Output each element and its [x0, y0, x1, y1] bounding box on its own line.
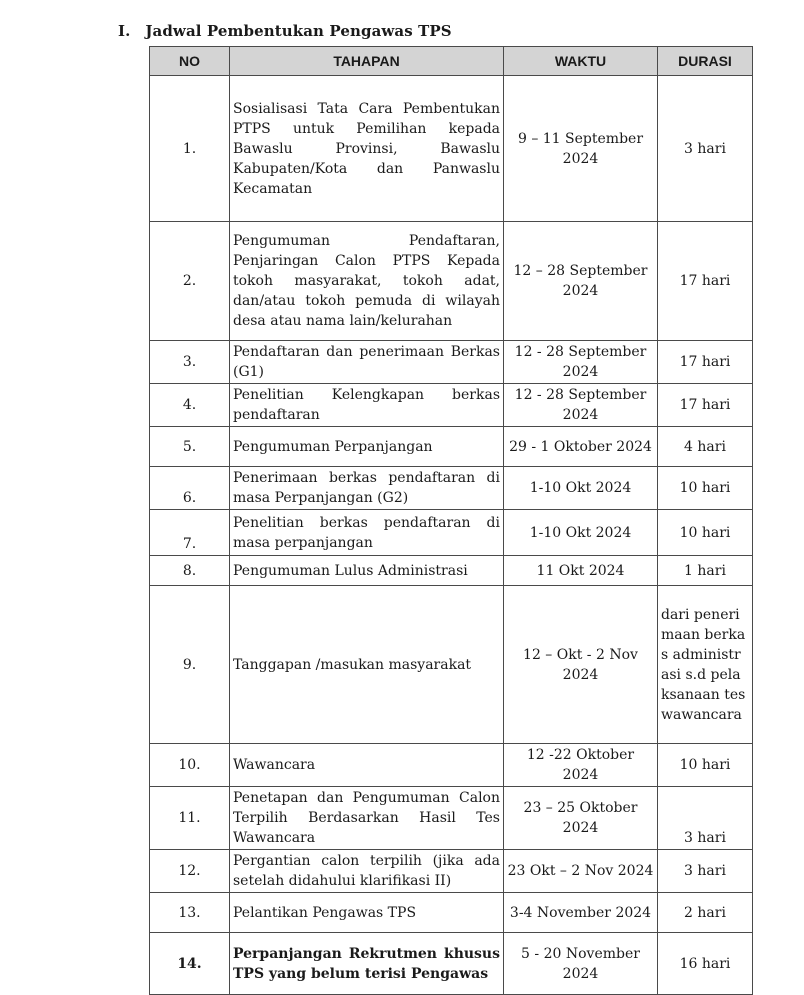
row-number: 9. — [150, 586, 230, 744]
row-tahapan: Pergantian calon terpilih (jika ada setelah didahului klarifikasi II) — [230, 850, 504, 893]
row-waktu: 12 - 28 September 2024 — [504, 341, 658, 384]
row-tahapan: Wawancara — [230, 744, 504, 787]
row-waktu: 23 Okt – 2 Nov 2024 — [504, 850, 658, 893]
row-number: 3. — [150, 341, 230, 384]
row-durasi: dari penerimaan berkas administrasi s.d pelaksanaan tes wawancara — [658, 586, 753, 744]
header-no: NO — [150, 47, 230, 76]
table-row — [150, 744, 753, 787]
header-waktu: WAKTU — [504, 47, 658, 76]
row-tahapan: Penetapan dan Pengumuman Calon Terpilih Berdasarkan Hasil Tes Wawancara — [230, 787, 504, 850]
row-durasi: 17 hari — [658, 384, 753, 427]
table-row — [150, 933, 753, 995]
row-tahapan: Pengumuman Perpanjangan — [230, 427, 504, 467]
row-waktu: 3-4 November 2024 — [504, 893, 658, 933]
row-number: 14. — [150, 933, 230, 995]
row-durasi: 3 hari — [658, 787, 753, 850]
table-row — [150, 586, 753, 744]
table-row — [150, 76, 753, 222]
row-durasi: 3 hari — [658, 76, 753, 222]
table-row — [150, 556, 753, 586]
table-header-row — [150, 47, 753, 76]
row-number: 12. — [150, 850, 230, 893]
row-number: 8. — [150, 556, 230, 586]
section-number: I. — [118, 22, 131, 40]
row-waktu: 1-10 Okt 2024 — [504, 467, 658, 510]
row-tahapan: Pelantikan Pengawas TPS — [230, 893, 504, 933]
row-number: 10. — [150, 744, 230, 787]
row-tahapan: Penerimaan berkas pendaftaran di masa Perpanjangan (G2) — [230, 467, 504, 510]
table-row — [150, 222, 753, 341]
schedule-table — [149, 46, 753, 995]
row-durasi: 3 hari — [658, 850, 753, 893]
row-tahapan: Sosialisasi Tata Cara Pembentukan PTPS untuk Pemilihan kepada Bawaslu Provinsi, Bawaslu Kabupaten/Kota dan Panwaslu Kecamatan — [230, 76, 504, 222]
row-tahapan: Penelitian Kelengkapan berkas pendaftaran — [230, 384, 504, 427]
row-number: 11. — [150, 787, 230, 850]
row-waktu: 9 – 11 September 2024 — [504, 76, 658, 222]
row-waktu: 12 – 28 September 2024 — [504, 222, 658, 341]
table-row — [150, 384, 753, 427]
row-waktu: 12 – Okt - 2 Nov 2024 — [504, 586, 658, 744]
row-durasi: 10 hari — [658, 467, 753, 510]
row-durasi: 17 hari — [658, 222, 753, 341]
row-number: 7. — [150, 510, 230, 556]
header-durasi: DURASI — [658, 47, 753, 76]
row-durasi: 10 hari — [658, 510, 753, 556]
row-durasi: 16 hari — [658, 933, 753, 995]
row-number: 5. — [150, 427, 230, 467]
row-durasi: 2 hari — [658, 893, 753, 933]
row-durasi: 10 hari — [658, 744, 753, 787]
row-waktu: 5 - 20 November 2024 — [504, 933, 658, 995]
row-waktu: 1-10 Okt 2024 — [504, 510, 658, 556]
header-tahapan: TAHAPAN — [230, 47, 504, 76]
row-waktu: 29 - 1 Oktober 2024 — [504, 427, 658, 467]
table-row — [150, 787, 753, 850]
table-row — [150, 427, 753, 467]
row-waktu: 12 - 28 September 2024 — [504, 384, 658, 427]
row-tahapan: Perpanjangan Rekrutmen khusus TPS yang belum terisi Pengawas — [230, 933, 504, 995]
row-tahapan: Pendaftaran dan penerimaan Berkas (G1) — [230, 341, 504, 384]
row-tahapan: Pengumuman Pendaftaran, Penjaringan Calon PTPS Kepada tokoh masyarakat, tokoh adat, dan/atau tokoh pemuda di wilayah desa atau nama lain/kelurahan — [230, 222, 504, 341]
section-title: Jadwal Pembentukan Pengawas TPS — [145, 22, 452, 40]
row-tahapan: Tanggapan /masukan masyarakat — [230, 586, 504, 744]
row-waktu: 11 Okt 2024 — [504, 556, 658, 586]
table-row — [150, 467, 753, 510]
table-row — [150, 341, 753, 384]
row-tahapan: Pengumuman Lulus Administrasi — [230, 556, 504, 586]
row-durasi: 17 hari — [658, 341, 753, 384]
row-tahapan: Penelitian berkas pendaftaran di masa perpanjangan — [230, 510, 504, 556]
row-number: 6. — [150, 467, 230, 510]
row-number: 13. — [150, 893, 230, 933]
row-number: 4. — [150, 384, 230, 427]
row-number: 1. — [150, 76, 230, 222]
row-durasi: 4 hari — [658, 427, 753, 467]
row-waktu: 12 -22 Oktober 2024 — [504, 744, 658, 787]
table-row — [150, 893, 753, 933]
row-durasi: 1 hari — [658, 556, 753, 586]
section-heading — [118, 22, 452, 40]
row-waktu: 23 – 25 Oktober 2024 — [504, 787, 658, 850]
row-number: 2. — [150, 222, 230, 341]
table-row — [150, 850, 753, 893]
table-row — [150, 510, 753, 556]
